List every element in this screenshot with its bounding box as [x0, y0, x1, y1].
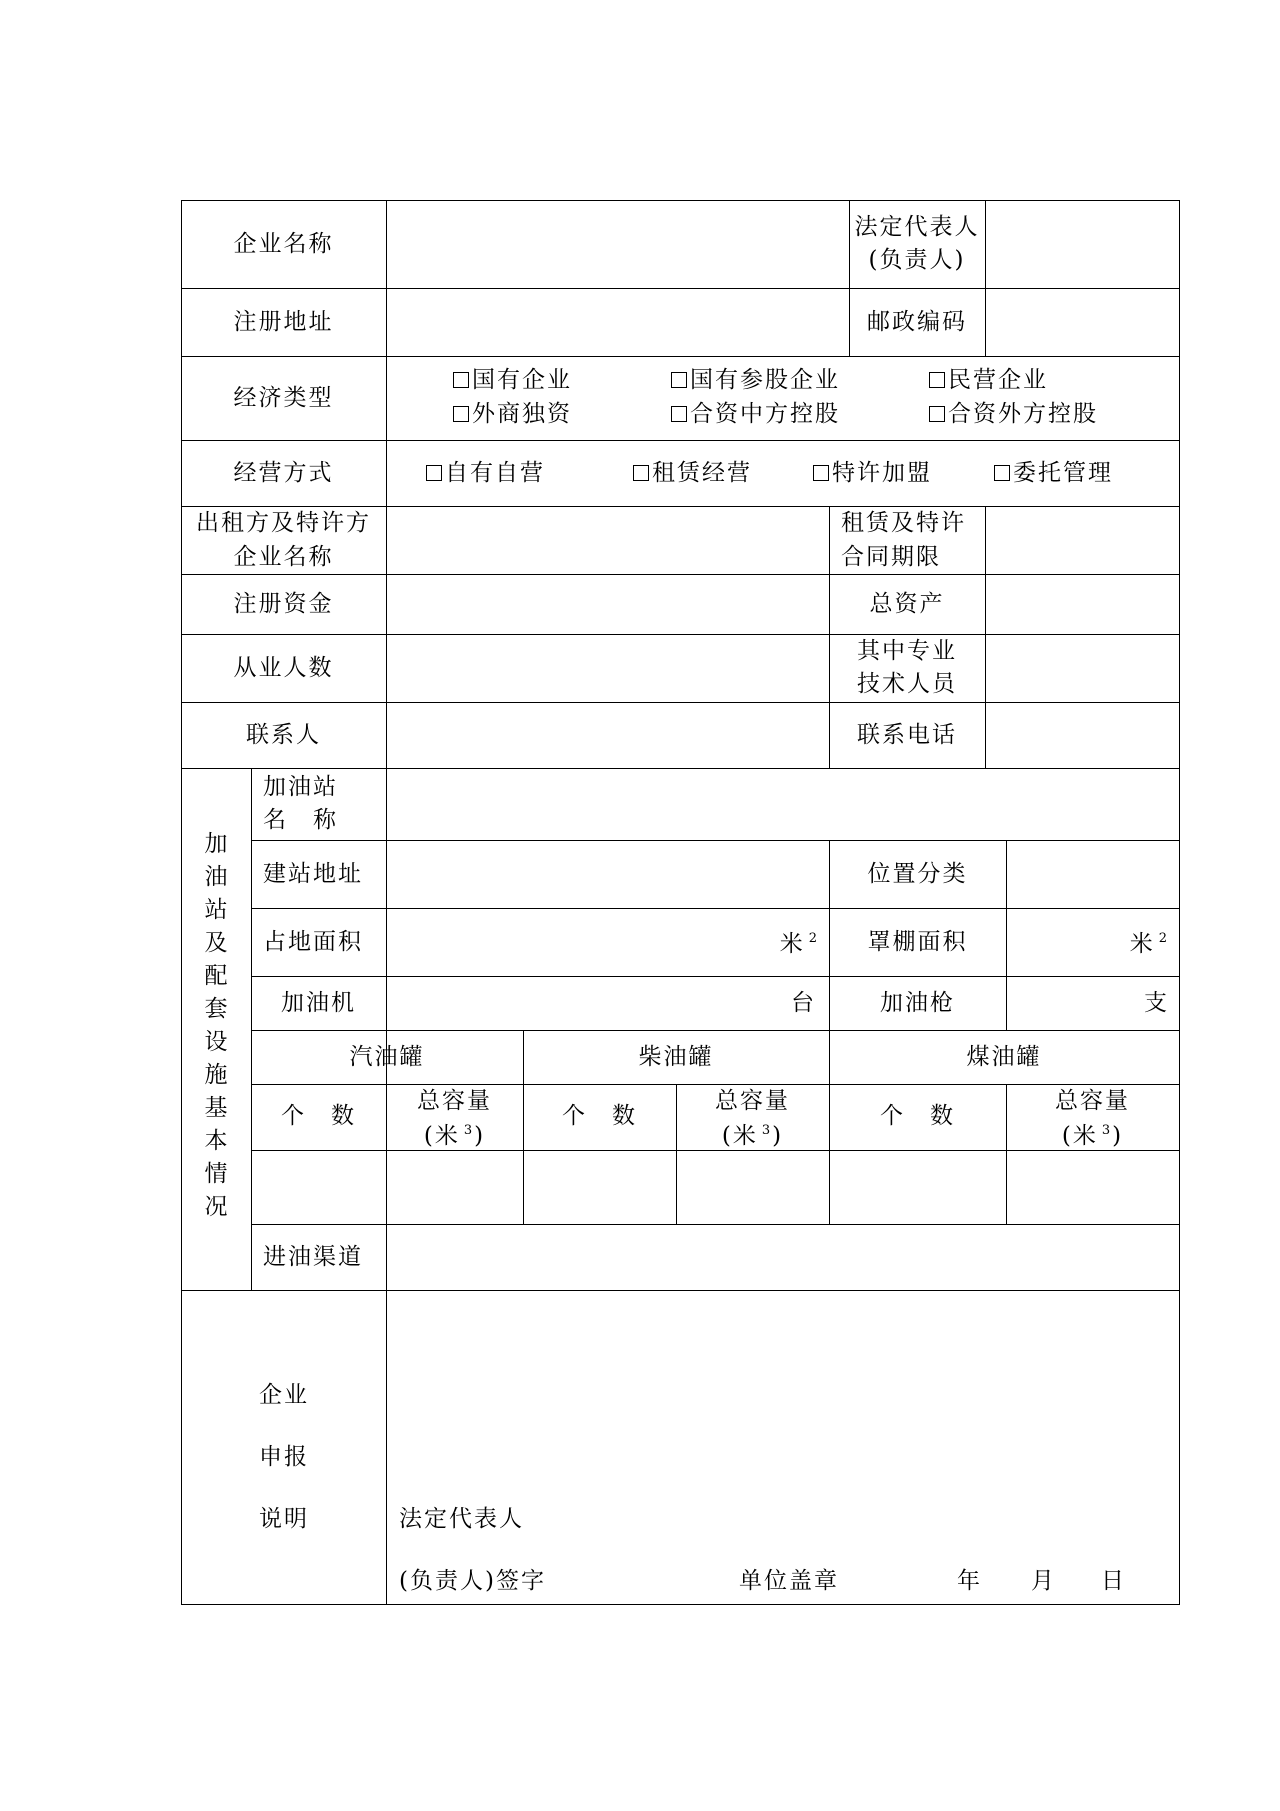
- station-name-label-2: 名 称: [263, 807, 338, 833]
- lessor-label-2: 企业名称: [233, 544, 334, 570]
- checkbox-icon: [671, 372, 687, 388]
- declaration-label-2: 申报: [259, 1444, 309, 1470]
- month-label: 月: [1031, 1568, 1056, 1594]
- mode-label: 经营方式: [233, 460, 334, 486]
- station-name-label: 加油站: [263, 774, 338, 800]
- diesel-capacity-unit: (米 $^3$): [721, 1123, 784, 1149]
- econ-option-state-holding[interactable]: 国有参股企业: [671, 363, 840, 397]
- rule: [985, 200, 986, 356]
- checkbox-icon: [929, 406, 945, 422]
- mode-option-lease[interactable]: 租赁经营: [633, 456, 752, 490]
- econ-type-label: 经济类型: [233, 385, 334, 411]
- rule: [251, 976, 1179, 977]
- station-name-field[interactable]: [388, 770, 1177, 838]
- staff-label: 从业人数: [233, 655, 334, 681]
- rule: [251, 908, 1179, 909]
- lessor-field[interactable]: [388, 508, 827, 572]
- declaration-label: 企业: [259, 1382, 309, 1408]
- kerosene-capacity-field[interactable]: [1008, 1152, 1177, 1222]
- rule: [386, 200, 387, 768]
- gasoline-count-label: 个 数: [281, 1103, 356, 1129]
- rule: [181, 200, 1179, 201]
- contact-field[interactable]: [388, 704, 827, 766]
- gasoline-tank-header: 汽油罐: [349, 1044, 425, 1070]
- econ-option-state-owned[interactable]: 国有企业: [453, 363, 572, 397]
- phone-label: 联系电话: [857, 722, 957, 748]
- mode-option-franchise[interactable]: 特许加盟: [813, 456, 932, 490]
- rule: [181, 768, 1179, 769]
- rule: [386, 768, 387, 840]
- postcode-label: 邮政编码: [867, 309, 967, 335]
- rule: [1179, 200, 1180, 1605]
- phone-field[interactable]: [987, 704, 1177, 766]
- legal-rep-label-2: (负责人): [868, 247, 966, 273]
- lease-term-label-2: 合同期限: [841, 544, 941, 570]
- rule: [251, 840, 1179, 841]
- tech-staff-field[interactable]: [987, 636, 1177, 700]
- kerosene-tank-header: 煤油罐: [966, 1044, 1042, 1070]
- enterprise-name-field[interactable]: [388, 202, 847, 286]
- diesel-tank-header: 柴油罐: [638, 1044, 714, 1070]
- checkbox-icon: [813, 465, 829, 481]
- capital-label: 注册资金: [233, 591, 334, 617]
- econ-option-foreign[interactable]: 外商独资: [453, 397, 572, 431]
- application-form: [181, 200, 1179, 1604]
- rule: [251, 768, 252, 1290]
- contact-label: 联系人: [246, 722, 321, 748]
- dispenser-label: 加油机: [281, 990, 356, 1016]
- staff-field[interactable]: [388, 636, 827, 700]
- diesel-count-field[interactable]: [525, 1152, 674, 1222]
- area-label: 占地面积: [263, 929, 363, 955]
- sign-label: (负责人)签字: [399, 1568, 546, 1594]
- day-label: 日: [1101, 1568, 1126, 1594]
- checkbox-icon: [453, 406, 469, 422]
- nozzle-label: 加油枪: [880, 990, 955, 1016]
- declaration-field[interactable]: [388, 1292, 1177, 1488]
- rule: [181, 574, 1179, 575]
- tech-staff-label: 其中专业: [857, 638, 957, 664]
- channel-label: 进油渠道: [263, 1244, 363, 1270]
- rule: [386, 1290, 387, 1604]
- kerosene-capacity-unit: (米 $^3$): [1061, 1123, 1124, 1149]
- diesel-capacity-field[interactable]: [678, 1152, 827, 1222]
- tech-staff-label-2: 技术人员: [857, 671, 957, 697]
- canopy-label: 罩棚面积: [867, 929, 968, 955]
- area-unit: 米 $^2$: [779, 931, 819, 957]
- diesel-capacity-label: 总容量: [715, 1088, 790, 1114]
- checkbox-icon: [453, 372, 469, 388]
- econ-option-jv-chinese[interactable]: 合资中方控股: [671, 397, 840, 431]
- lease-term-label: 租赁及特许: [841, 510, 966, 536]
- checkbox-icon: [929, 372, 945, 388]
- rule: [985, 506, 986, 768]
- channel-field[interactable]: [388, 1226, 1177, 1288]
- rule: [181, 1604, 1179, 1605]
- station-section-label: 加油站及配套设施基本情况: [204, 831, 228, 1220]
- rule: [181, 702, 1179, 703]
- diesel-count-label: 个 数: [562, 1103, 637, 1129]
- seal-label: 单位盖章: [739, 1568, 839, 1594]
- canopy-unit: 米 $^2$: [1129, 931, 1169, 957]
- kerosene-capacity-label: 总容量: [1055, 1088, 1130, 1114]
- mode-option-entrust[interactable]: 委托管理: [994, 456, 1113, 490]
- postcode-field[interactable]: [987, 290, 1177, 354]
- econ-option-jv-foreign[interactable]: 合资外方控股: [929, 397, 1098, 431]
- legal-rep-field[interactable]: [987, 202, 1177, 286]
- station-address-label: 建站地址: [263, 861, 363, 887]
- gasoline-capacity-unit: (米 $^3$): [423, 1123, 486, 1149]
- rule: [251, 1030, 1179, 1031]
- kerosene-count-label: 个 数: [880, 1103, 955, 1129]
- rule: [1006, 840, 1007, 1030]
- rule: [181, 440, 1179, 441]
- gasoline-count-field[interactable]: [253, 1152, 384, 1222]
- rule: [181, 634, 1179, 635]
- kerosene-count-field[interactable]: [831, 1152, 1004, 1222]
- declaration-label-3: 说明: [259, 1506, 309, 1532]
- assets-field[interactable]: [987, 576, 1177, 632]
- dispenser-unit: 台: [791, 990, 816, 1016]
- year-label: 年: [957, 1568, 982, 1594]
- rule: [181, 1290, 1179, 1291]
- address-field[interactable]: [388, 290, 847, 354]
- gasoline-capacity-label: 总容量: [417, 1088, 492, 1114]
- assets-label: 总资产: [869, 591, 945, 617]
- legal-rep-label: 法定代表人: [854, 214, 980, 240]
- checkbox-icon: [994, 465, 1010, 481]
- address-label: 注册地址: [233, 309, 334, 335]
- station-address-field[interactable]: [388, 842, 827, 906]
- gasoline-capacity-field[interactable]: [388, 1152, 521, 1222]
- rule: [251, 1224, 1179, 1225]
- econ-option-private[interactable]: 民营企业: [929, 363, 1048, 397]
- checkbox-icon: [633, 465, 649, 481]
- rule: [181, 288, 1179, 289]
- lessor-label: 出租方及特许方: [196, 510, 371, 536]
- lease-term-field[interactable]: [987, 508, 1177, 572]
- mode-option-self[interactable]: 自有自营: [426, 456, 545, 490]
- checkbox-icon: [426, 465, 442, 481]
- location-label: 位置分类: [867, 861, 968, 887]
- nozzle-unit: 支: [1144, 990, 1169, 1016]
- legal-rep-sign-label: 法定代表人: [399, 1506, 524, 1532]
- checkbox-icon: [671, 406, 687, 422]
- location-field[interactable]: [1008, 842, 1177, 906]
- enterprise-name-label: 企业名称: [233, 231, 334, 257]
- capital-field[interactable]: [388, 576, 827, 632]
- rule: [181, 356, 1179, 357]
